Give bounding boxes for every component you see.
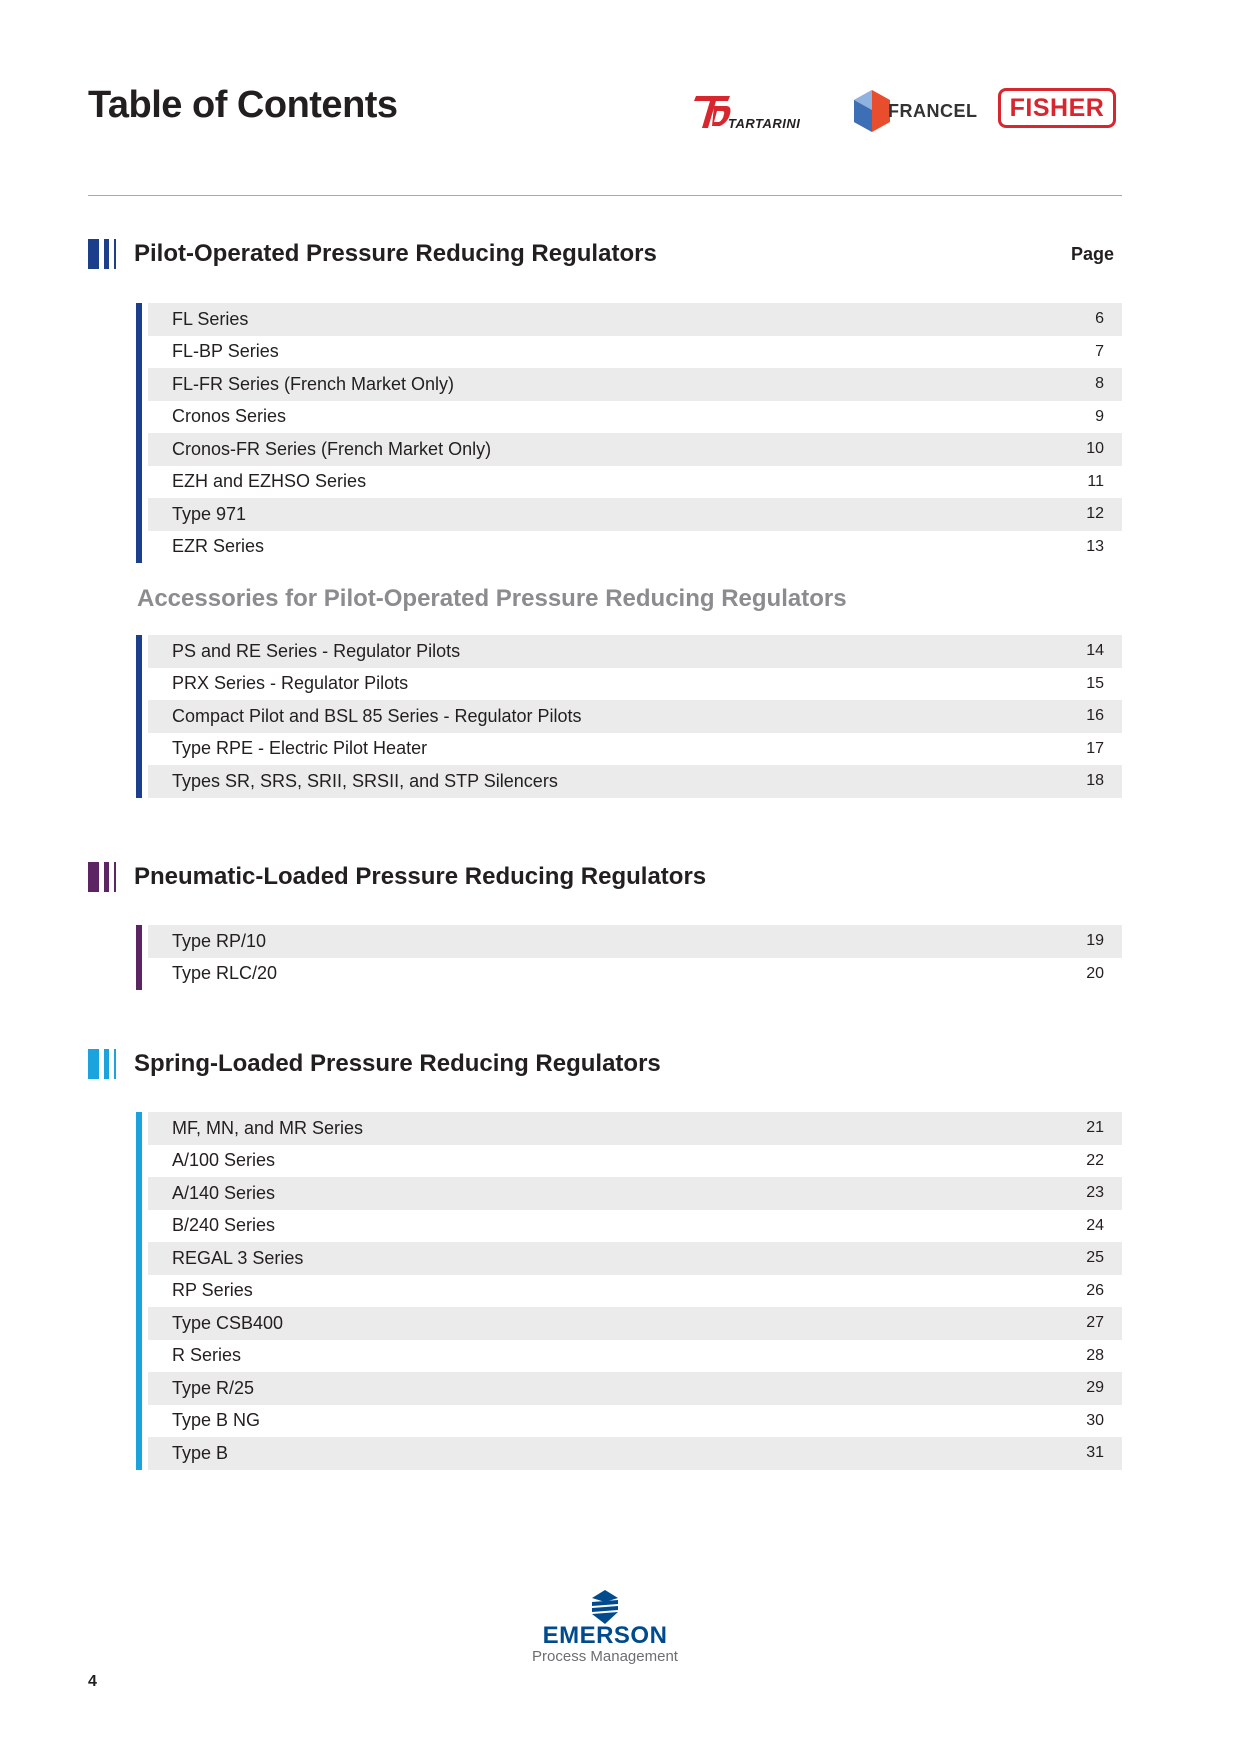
toc-entry-title: Type RPE - Electric Pilot Heater (172, 738, 428, 759)
toc-entry-title: A/100 Series (172, 1150, 276, 1171)
toc-entry[interactable] (148, 401, 1122, 434)
toc-entry-title: Cronos Series (172, 406, 287, 427)
toc-entry[interactable] (148, 1372, 1122, 1405)
toc-entry[interactable] (148, 368, 1122, 401)
toc-entry[interactable] (148, 733, 1122, 766)
toc-entry[interactable] (148, 765, 1122, 798)
toc-entry-page: 29 (1086, 1379, 1104, 1397)
header-divider (88, 195, 1122, 196)
francel-wordmark: FRANCEL (888, 101, 978, 121)
toc-entry-page: 18 (1086, 772, 1104, 790)
toc-entry-title: EZR Series (172, 536, 265, 557)
toc-entry[interactable] (148, 1275, 1122, 1308)
section-title: Pilot-Operated Pressure Reducing Regulators (134, 240, 657, 267)
toc-entry-page: 23 (1086, 1184, 1104, 1202)
page-number: 4 (88, 1673, 97, 1690)
section-bars-icon (88, 239, 116, 269)
toc-entry[interactable] (148, 1145, 1122, 1178)
toc-entry-page: 16 (1086, 707, 1104, 725)
emerson-division: Process Management (532, 1648, 678, 1665)
francel-logo (850, 88, 980, 134)
toc-entry[interactable] (148, 498, 1122, 531)
toc-entry[interactable] (148, 1112, 1122, 1145)
toc-entry-page: 22 (1086, 1151, 1104, 1169)
toc-entry-title: PRX Series - Regulator Pilots (172, 673, 409, 694)
toc-entry-title: Type CSB400 (172, 1312, 284, 1333)
toc-entry-title: Type RP/10 (172, 930, 267, 951)
toc-entry-page: 26 (1086, 1281, 1104, 1299)
emerson-logo (520, 1590, 690, 1678)
group-accent-bar (136, 303, 142, 563)
toc-entry-page: 27 (1086, 1314, 1104, 1332)
tartarini-wordmark: TARTARINI (728, 116, 801, 131)
toc-entry[interactable] (148, 303, 1122, 336)
toc-entry[interactable] (148, 1437, 1122, 1470)
toc-entry-title: Cronos-FR Series (French Market Only) (172, 438, 492, 459)
section-bars-icon (88, 862, 116, 892)
toc-entry[interactable] (148, 925, 1122, 958)
toc-entry-page: 10 (1086, 440, 1104, 458)
section-heading-spring (88, 1047, 661, 1081)
toc-entry-title: R Series (172, 1345, 242, 1366)
group-accent-bar (136, 1112, 142, 1470)
toc-entry-title: EZH and EZHSO Series (172, 471, 367, 492)
toc-entry-title: Type B (172, 1442, 229, 1463)
group-accent-bar (136, 635, 142, 798)
toc-entry-page: 24 (1086, 1216, 1104, 1234)
toc-entry-title: Compact Pilot and BSL 85 Series - Regulator Pilots (172, 705, 582, 726)
toc-entry[interactable] (148, 1405, 1122, 1438)
toc-entry-page: 25 (1086, 1249, 1104, 1267)
toc-entry[interactable] (148, 1307, 1122, 1340)
toc-entry[interactable] (148, 1242, 1122, 1275)
toc-entry-title: Type 971 (172, 503, 247, 524)
toc-group-accessories (136, 635, 1122, 798)
toc-entry-page: 14 (1086, 642, 1104, 660)
toc-entry-page: 21 (1086, 1119, 1104, 1137)
toc-entry[interactable] (148, 466, 1122, 499)
toc-entry-page: 19 (1086, 932, 1104, 950)
toc-group-pneumatic (136, 925, 1122, 990)
toc-entry-title: RP Series (172, 1280, 253, 1301)
toc-entry[interactable] (148, 1210, 1122, 1243)
toc-entry-page: 8 (1095, 375, 1104, 393)
toc-entry[interactable] (148, 531, 1122, 564)
toc-entry[interactable] (148, 700, 1122, 733)
toc-group-spring (136, 1112, 1122, 1470)
toc-entry-page: 17 (1086, 739, 1104, 757)
toc-entry[interactable] (148, 1340, 1122, 1373)
toc-entry[interactable] (148, 336, 1122, 369)
toc-entry[interactable] (148, 958, 1122, 991)
toc-entry[interactable] (148, 635, 1122, 668)
toc-entry-page: 31 (1086, 1444, 1104, 1462)
toc-entry[interactable] (148, 433, 1122, 466)
toc-entry-title: Types SR, SRS, SRII, SRSII, and STP Silencers (172, 770, 558, 791)
toc-entry-page: 30 (1086, 1411, 1104, 1429)
toc-entry-page: 15 (1086, 674, 1104, 692)
toc-entry-title: B/240 Series (172, 1215, 276, 1236)
toc-entry-title: REGAL 3 Series (172, 1247, 304, 1268)
subsection-title-accessories: Accessories for Pilot-Operated Pressure Reducing Regulators (137, 585, 847, 612)
toc-entry-title: MF, MN, and MR Series (172, 1117, 364, 1138)
toc-entry-page: 7 (1095, 342, 1104, 360)
section-heading-pneumatic (88, 860, 706, 894)
toc-entry-title: FL Series (172, 308, 249, 329)
brand-logos (690, 86, 1122, 136)
fisher-logo: FISHER (998, 88, 1116, 128)
toc-entry-title: Type B NG (172, 1410, 261, 1431)
emerson-mark-icon (590, 1590, 620, 1624)
page-column-label: Page (1070, 244, 1114, 264)
toc-entry-title: A/140 Series (172, 1182, 276, 1203)
toc-entry-title: PS and RE Series - Regulator Pilots (172, 640, 461, 661)
section-heading-pilot (88, 237, 657, 271)
toc-entry-page: 28 (1086, 1346, 1104, 1364)
toc-group-pilot (136, 303, 1122, 563)
toc-entry-page: 11 (1087, 472, 1104, 490)
page-title: Table of Contents (88, 84, 398, 126)
toc-entry-title: FL-FR Series (French Market Only) (172, 373, 455, 394)
toc-entry-page: 12 (1086, 505, 1104, 523)
toc-entry-title: Type RLC/20 (172, 963, 278, 984)
section-title: Pneumatic-Loaded Pressure Reducing Regulators (134, 863, 707, 890)
section-bars-icon (88, 1049, 116, 1079)
emerson-wordmark: EMERSON (542, 1622, 668, 1649)
toc-entry[interactable] (148, 668, 1122, 701)
toc-entry-page: 9 (1095, 407, 1104, 425)
toc-entry-page: 13 (1086, 537, 1104, 555)
tartarini-logo (690, 92, 820, 134)
toc-entry-title: FL-BP Series (172, 341, 279, 362)
toc-entry-page: 20 (1086, 964, 1104, 982)
toc-entry-title: Type R/25 (172, 1377, 255, 1398)
group-accent-bar (136, 925, 142, 990)
toc-entry-page: 6 (1095, 310, 1104, 328)
toc-entry[interactable] (148, 1177, 1122, 1210)
section-title: Spring-Loaded Pressure Reducing Regulators (134, 1050, 661, 1077)
